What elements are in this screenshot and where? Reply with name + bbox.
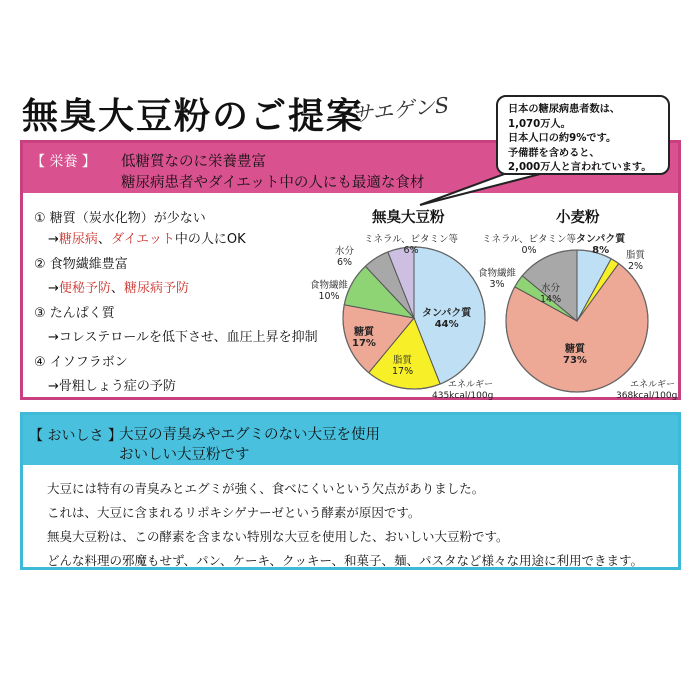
taste-paragraph-line: 大豆には特有の青臭みとエグミが強く、食べにくいという欠点がありました。 [47,481,485,496]
soy-label-mineral: ミネラル、ビタミン等 6% [364,234,458,256]
wheat-label-sugar: 糖質 73% [563,344,587,366]
callout-line: 日本の糖尿病患者数は、 [508,104,621,115]
detail-text: 中の人にOK [174,232,246,247]
point-4: ④ イソフラボン [34,355,128,370]
wheat-label-fat: 脂質 2% [626,250,646,272]
soy-label-sugar: 糖質 17% [352,327,376,349]
point-1: ① 糖質（炭水化物）が少ない [34,211,206,226]
highlight-text: 便秘予防 [58,281,111,296]
point-3: ③ たんぱく質 [34,306,115,321]
brand-logo-text: サエゲンS [351,92,451,128]
wheat-label-fiber: 食物繊維 3% [478,268,517,290]
nutrition-tag: 【 栄養 】 [31,154,96,170]
wheat-energy-label: エネルギー [630,380,676,390]
taste-tag: 【 おいしさ 】 [29,428,122,444]
point-2: ② 食物繊維豊富 [34,257,128,272]
arrow-text: → [48,281,59,296]
soy-energy-value: 435kcal/100g [432,391,494,401]
taste-paragraph-line: どんな料理の邪魔もせず、パン、ケーキ、クッキー、和菓子、麺、パスタなど様々な用途に利用できます。 [47,553,644,568]
soy-label-water: 水分 6% [335,246,355,268]
wheat-label-water: 水分 14% [540,283,562,305]
point-3-detail: →コレステロールを低下させ、血圧上昇を抑制 [48,330,318,345]
nutrition-headline: 低糖質なのに栄養豊富 [121,154,266,170]
diabetes-callout [496,95,670,175]
soy-energy-label: エネルギー [448,380,494,390]
wheat-label-mineral: ミネラル、ビタミン等 0% [482,234,576,256]
taste-subline: おいしい大豆粉です [119,447,250,463]
soy-label-protein: タンパク質 44% [422,308,472,330]
highlight-text: ダイエット [110,232,175,247]
nutrition-subline: 糖尿病患者やダイエット中の人にも最適な食材 [121,175,425,191]
point-4-detail: →骨粗しょう症の予防 [48,379,176,394]
callout-line: 1,070万人。 [508,118,571,130]
soy-chart-title: 無臭大豆粉 [372,210,445,226]
wheat-chart-title: 小麦粉 [556,210,600,226]
callout-line: 日本人口の約9%です。 [508,133,617,144]
highlight-text: 糖尿病予防 [123,281,189,296]
page-title: 無臭大豆粉のご提案 [22,96,365,137]
callout-line: 2,000万人と言われています。 [508,162,652,173]
taste-headline: 大豆の青臭みやエグミのない大豆を使用 [119,427,380,443]
callout-line: 予備群を含めると、 [508,147,600,159]
taste-paragraph-line: これは、大豆に含まれるリポキシゲナーゼという酵素が原因です。 [47,505,421,520]
wheat-label-protein: タンパク質 8% [576,234,626,256]
arrow-text: → [48,232,59,247]
soy-label-fat: 脂質 17% [392,355,414,377]
soy-label-fiber: 食物繊維 10% [310,280,349,302]
highlight-text: 糖尿病 [58,232,98,247]
wheat-energy-value: 368kcal/100g [616,391,678,401]
separator-text: 、 [97,232,111,247]
separator-text: 、 [110,281,124,296]
taste-paragraph-line: 無臭大豆粉は、この酵素を含まない特別な大豆を使用した、おいしい大豆粉です。 [47,529,509,544]
